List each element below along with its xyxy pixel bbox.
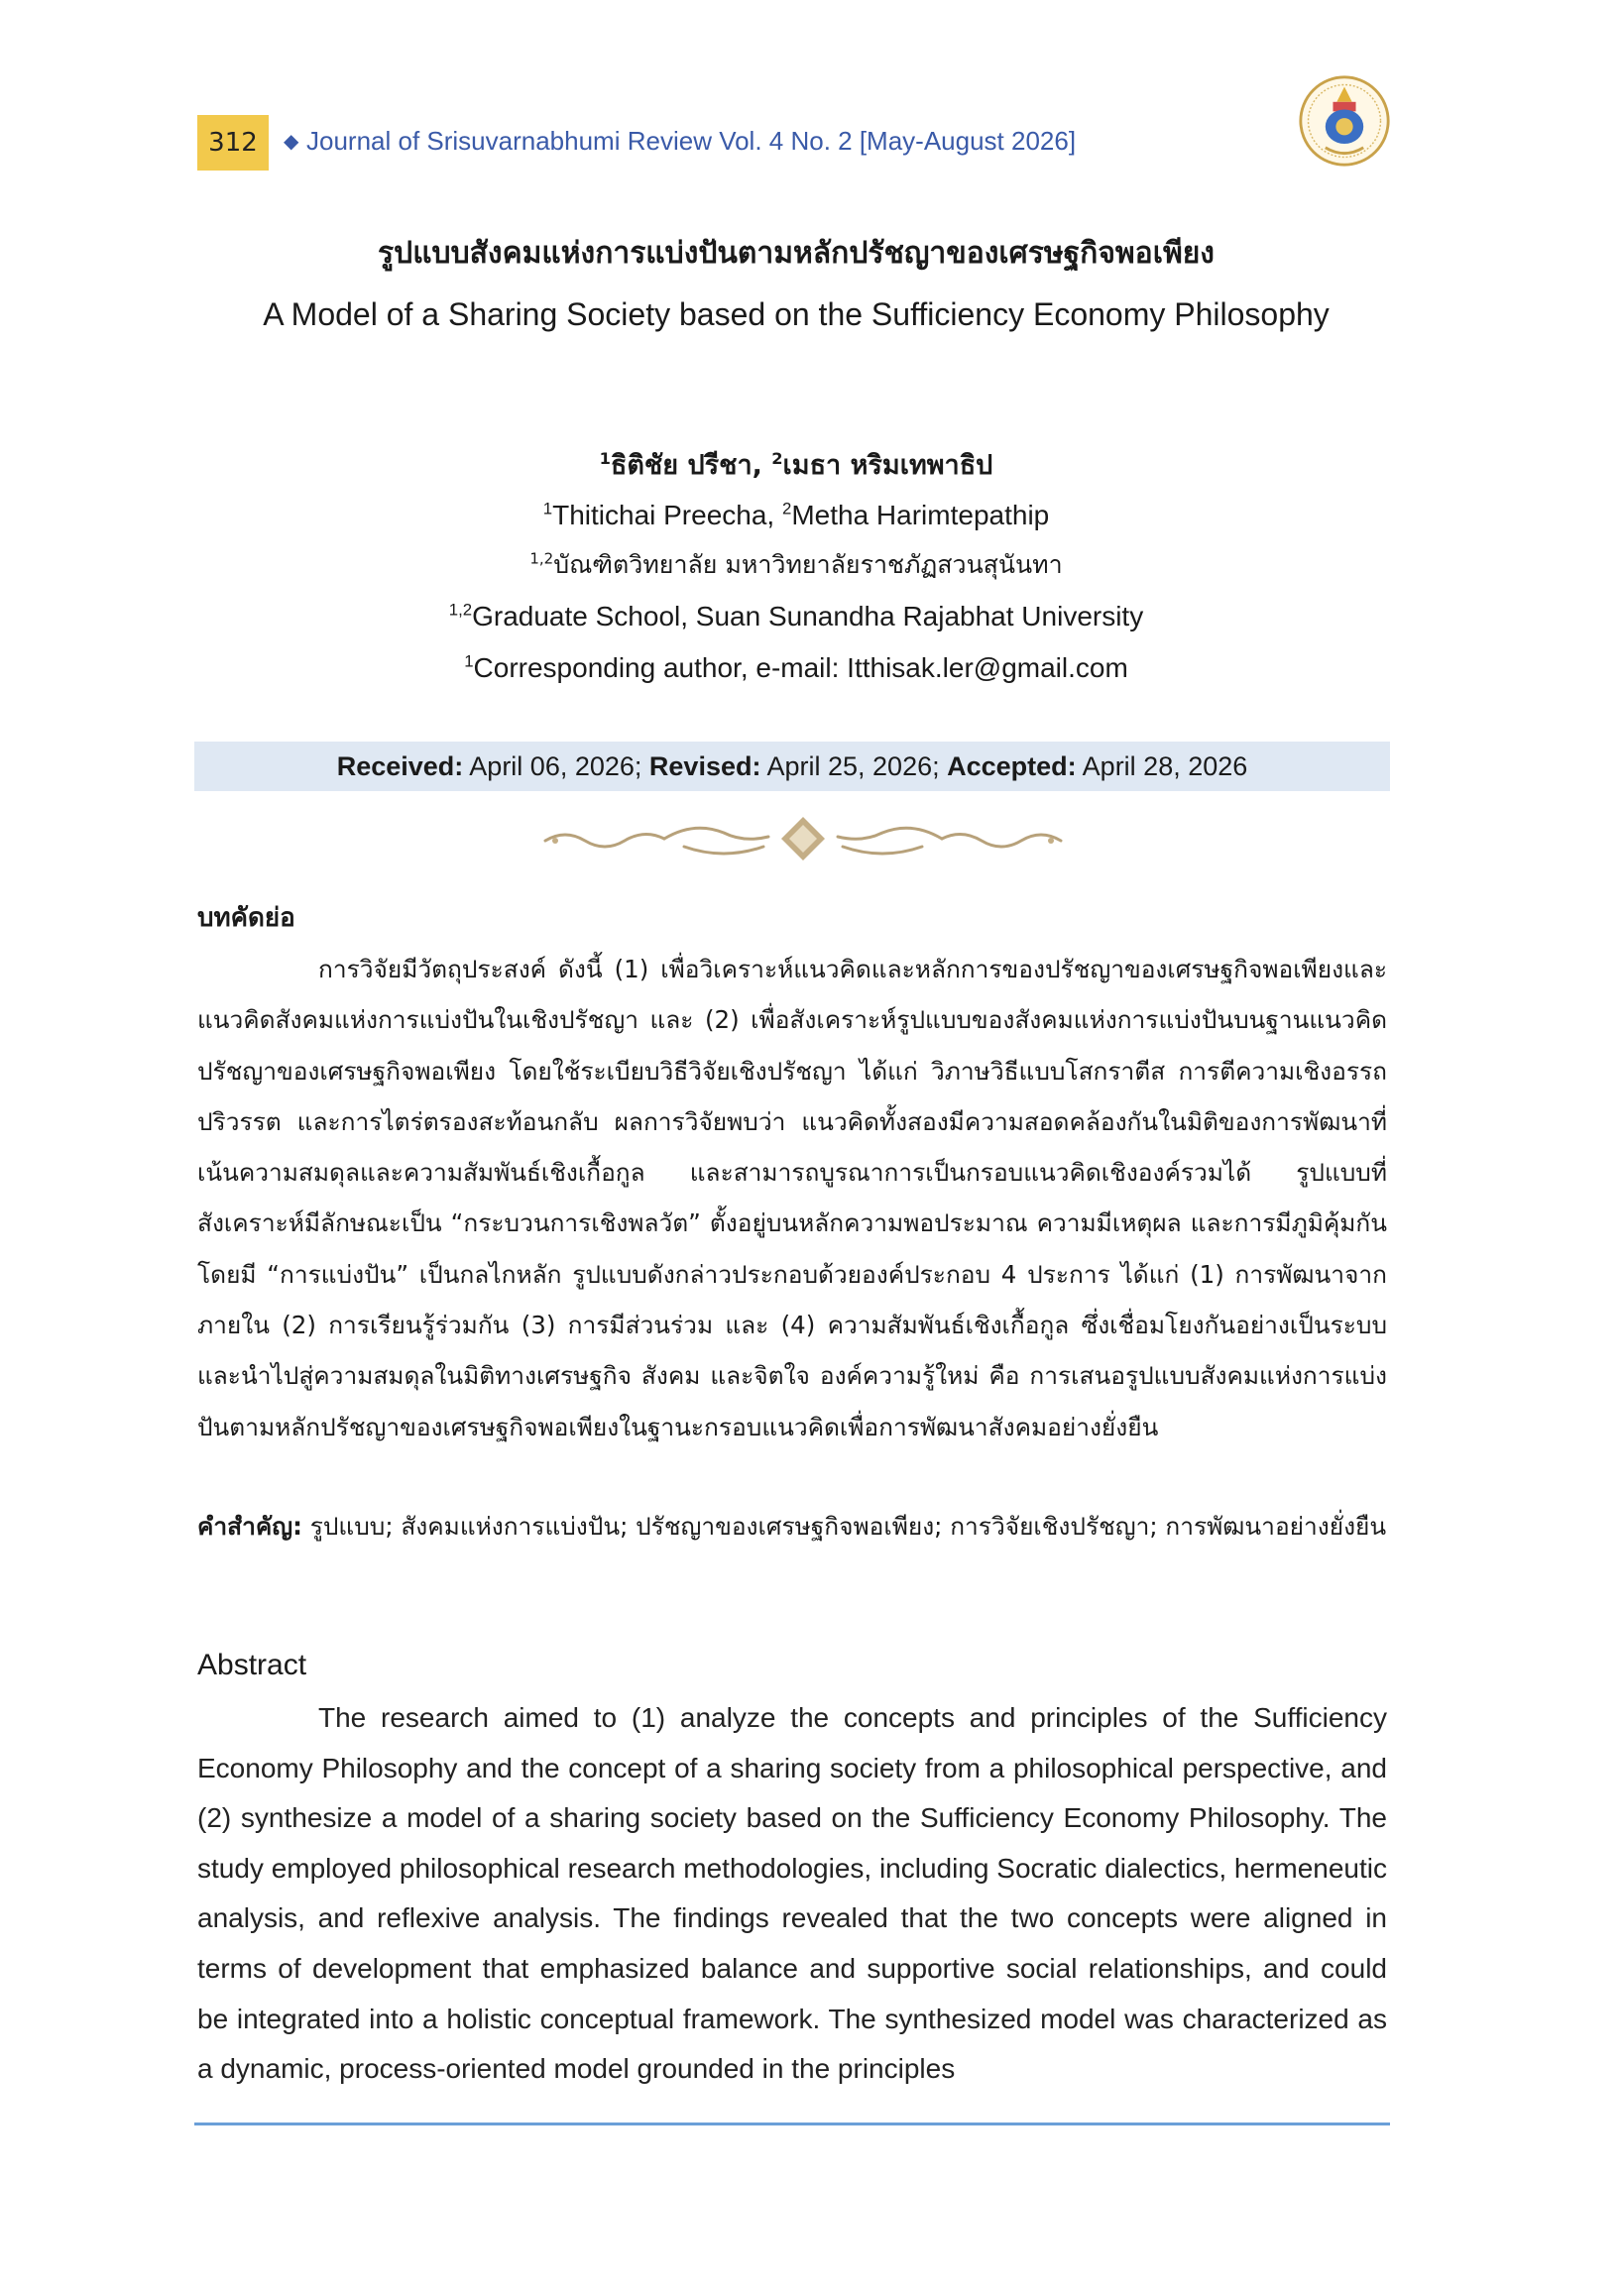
- abstract-thai-heading: บทคัดย่อ: [197, 903, 295, 933]
- revised-date: April 25, 2026;: [760, 751, 948, 781]
- keywords-text: รูปแบบ; สังคมแห่งการแบ่งปัน; ปรัชญาของเศรษฐกิจพอเพียง; การวิจัยเชิงปรัชญา; การพัฒนาอย่างยั่งยืน: [301, 1512, 1387, 1541]
- affiliation-thai-text: บัณฑิตวิทยาลัย มหาวิทยาลัยราชภัฏสวนสุนันทา: [553, 550, 1063, 579]
- author-2-sup: 2: [771, 449, 783, 468]
- keywords-thai: [197, 1501, 1387, 1551]
- author-1-sup-en: 1: [542, 499, 553, 518]
- decorative-divider-icon: [535, 811, 1071, 866]
- dates-bar: [194, 742, 1390, 791]
- abstract-english-heading: Abstract: [197, 1649, 307, 1681]
- affiliation-thai-sup: 1,2: [529, 549, 554, 568]
- diamond-bullet-icon: ◆: [284, 129, 299, 153]
- title-english: A Model of a Sharing Society based on the Sufficiency Economy Philosophy: [263, 296, 1330, 332]
- corresponding-sup: 1: [464, 651, 474, 671]
- title-thai: รูปแบบสังคมแห่งการแบ่งปันตามหลักปรัชญาของเศรษฐกิจพอเพียง: [378, 236, 1215, 271]
- affiliation-english-text: Graduate School, Suan Sunandha Rajabhat University: [472, 601, 1144, 631]
- abstract-thai-text: การวิจัยมีวัตถุประสงค์ ดังนี้ (1) เพื่อวิเคราะห์แนวคิดและหลักการของปรัชญาของเศรษฐกิจพอเพียงและแนวคิดสังคมแห่งการแบ่งปันในเชิงปรัชญา และ (2) เพื่อสังเคราะห์รูปแบบของสังคมแห่งการแบ่งปันบนฐานแนวคิดปรัชญาของเศรษฐกิจพอเพียง โดยใช้ระเบียบวิธีวิจัยเชิงปรัชญา ได้แก่ วิภาษวิธีแบบโสกราตีส การตีความเชิงอรรถปริวรรต และการไตร่ตรองสะท้อนกลับ ผลการวิจัยพบว่า แนวคิดทั้งสองมีความสอดคล้องกันในมิติของการพัฒนาที่เน้นความสมดุลและความสัมพันธ์เชิงเกื้อกูล และสามารถบูรณาการเป็นกรอบแนวคิดเชิงองค์รวมได้ รูปแบบที่สังเคราะห์มีลักษณะเป็น “กระบวนการเชิงพลวัต” ตั้งอยู่บนหลักความพอประมาณ ความมีเหตุผล และการมีภูมิคุ้มกัน โดยมี “การแบ่งปัน” เป็นกลไกหลัก รูปแบบดังกล่าวประกอบด้วยองค์ประกอบ 4 ประการ ได้แก่ (1) การพัฒนาจากภายใน (2) การเรียนรู้ร่วมกัน (3) การมีส่วนร่วม และ (4) ความสัมพันธ์เชิงเกื้อกูล ซึ่งเชื่อมโยงกันอย่างเป็นระบบและนำไปสู่ความสมดุลในมิติทางเศรษฐกิจ สังคม และจิตใจ องค์ความรู้ใหม่ คือ การเสนอรูปแบบสังคมแห่งการแบ่งปันตามหลักปรัชญาของเศรษฐกิจพอเพียงในฐานะกรอบแนวคิดเพื่อการพัฒนาสังคมอย่างยั่งยืน: [197, 955, 1387, 1441]
- author-1-name-en: Thitichai Preecha,: [552, 500, 782, 530]
- footer-rule: [194, 2123, 1390, 2125]
- accepted-label: Accepted:: [947, 751, 1077, 781]
- abstract-english-text: The research aimed to (1) analyze the concepts and principles of the Sufficiency Economy Philosophy and the concept of a sharing society from a philosophical perspective, and (2) synthesize a model of a sharing society based on the Sufficiency Economy Philosophy. The study employed philosophical research methodologies, including Socratic dialectics, hermeneutic analysis, and reflexive analysis. The findings revealed that the two concepts were aligned in terms of development that emphasized balance and supportive social relationships, and could be integrated into a holistic conceptual framework. The synthesized model was characterized as a dynamic, process-oriented model grounded in the principles: [197, 1702, 1387, 2085]
- authors-english: [188, 494, 1404, 537]
- keywords-label: คำสำคัญ:: [197, 1512, 302, 1541]
- revised-label: Revised:: [648, 751, 761, 781]
- author-1-name-thai: ธิติชัย ปรีชา,: [610, 450, 762, 481]
- received-label: Received:: [336, 751, 464, 781]
- authors-thai: [188, 444, 1404, 488]
- journal-title: Journal of Srisuvarnabhumi Review Vol. 4 No. 2 [May-August 2026]: [306, 126, 1077, 156]
- affiliation-english: [188, 595, 1404, 638]
- author-2-sup-en: 2: [781, 499, 792, 518]
- affiliation-english-sup: 1,2: [448, 600, 473, 620]
- author-2-name-thai: เมธา หริมเทพาธิป: [782, 450, 993, 481]
- corresponding-text: Corresponding author, e-mail: Itthisak.ler@gmail.com: [473, 652, 1128, 683]
- corresponding-author: [188, 646, 1404, 690]
- received-date: April 06, 2026;: [463, 751, 649, 781]
- accepted-date: April 28, 2026: [1076, 751, 1248, 781]
- page-number: 312: [197, 115, 269, 171]
- author-2-name-en: Metha Harimtepathip: [791, 500, 1050, 530]
- author-1-sup: 1: [599, 449, 611, 468]
- university-seal-icon: [1297, 73, 1392, 169]
- affiliation-thai: [188, 543, 1404, 587]
